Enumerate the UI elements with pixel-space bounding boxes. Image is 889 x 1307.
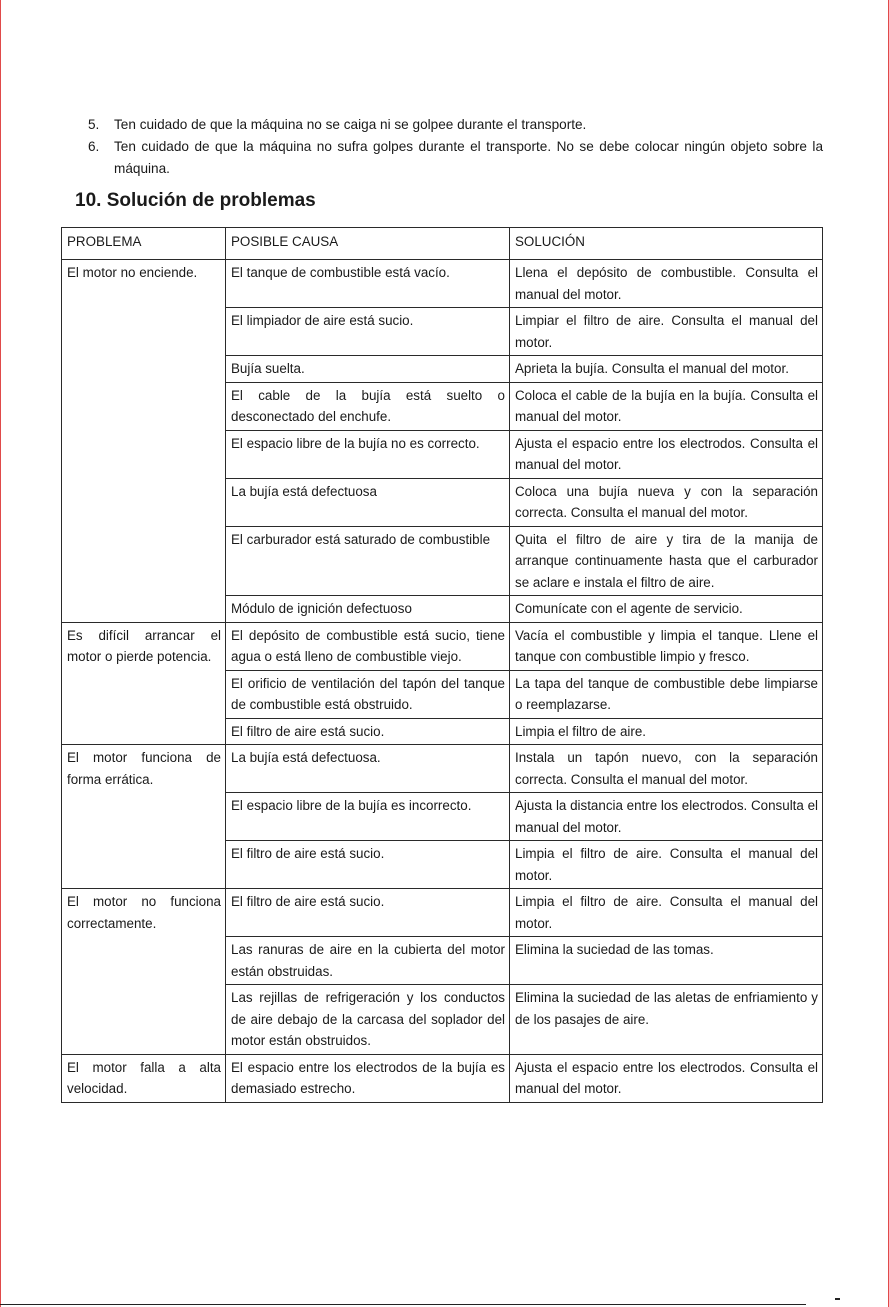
problem-cell: El motor falla a alta velocidad. [62,1054,226,1102]
header-cause: POSIBLE CAUSA [226,228,510,260]
table-row [62,889,823,937]
footer-mark [835,1298,840,1300]
cause-cell: Las ranuras de aire en la cubierta del motor están obstruidas. [226,937,510,985]
solution-cell: Llena el depósito de combustible. Consulta el manual del motor. [510,260,823,308]
problem-cell: El motor no enciende. [62,260,226,623]
header-problem: PROBLEMA [62,228,226,260]
cause-cell: El depósito de combustible está sucio, tiene agua o está lleno de combustible viejo. [226,622,510,670]
cause-cell: El cable de la bujía está suelto o desconectado del enchufe. [226,382,510,430]
table-header-row [62,228,823,260]
cause-cell: El filtro de aire está sucio. [226,889,510,937]
problem-cell: El motor no funciona correctamente. [62,889,226,1055]
solution-cell: Coloca una bujía nueva y con la separación correcta. Consulta el manual del motor. [510,478,823,526]
cause-cell: El espacio libre de la bujía no es correcto. [226,430,510,478]
solution-cell: Limpia el filtro de aire. Consulta el manual del motor. [510,889,823,937]
cause-cell: El espacio entre los electrodos de la bujía es demasiado estrecho. [226,1054,510,1102]
solution-cell: La tapa del tanque de combustible debe limpiarse o reemplazarse. [510,670,823,718]
note-text: Ten cuidado de que la máquina no se caiga ni se golpee durante el transporte. [114,117,587,132]
solution-cell: Comunícate con el agente de servicio. [510,596,823,623]
solution-cell: Limpia el filtro de aire. Consulta el manual del motor. [510,841,823,889]
table-row [62,1054,823,1102]
section-heading: 10. Solución de problemas [75,190,316,211]
note-number: 6. [88,139,100,154]
cause-cell: El filtro de aire está sucio. [226,718,510,745]
table-row [62,260,823,308]
problem-cell: El motor funciona de forma errática. [62,745,226,889]
solution-cell: Elimina la suciedad de las aletas de enfriamiento y de los pasajes de aire. [510,985,823,1055]
table-row [62,622,823,670]
solution-cell: Ajusta el espacio entre los electrodos. Consulta el manual del motor. [510,1054,823,1102]
solution-cell: Aprieta la bujía. Consulta el manual del motor. [510,356,823,383]
cause-cell: El filtro de aire está sucio. [226,841,510,889]
cause-cell: La bujía está defectuosa. [226,745,510,793]
cause-cell: Bujía suelta. [226,356,510,383]
cause-cell: El orificio de ventilación del tapón del tanque de combustible está obstruido. [226,670,510,718]
note-number: 5. [88,117,100,132]
solution-cell: Limpiar el filtro de aire. Consulta el manual del motor. [510,308,823,356]
solution-cell: Limpia el filtro de aire. [510,718,823,745]
solution-cell: Instala un tapón nuevo, con la separación correcta. Consulta el manual del motor. [510,745,823,793]
cause-cell: Módulo de ignición defectuoso [226,596,510,623]
troubleshooting-table [61,227,823,1103]
transport-notes-list [88,114,823,180]
cause-cell: El espacio libre de la bujía es incorrecto. [226,793,510,841]
solution-cell: Vacía el combustible y limpia el tanque. Llene el tanque con combustible limpio y fresco. [510,622,823,670]
cause-cell: El limpiador de aire está sucio. [226,308,510,356]
cause-cell: La bujía está defectuosa [226,478,510,526]
note-item [88,136,823,180]
solution-cell: Ajusta la distancia entre los electrodos. Consulta el manual del motor. [510,793,823,841]
note-item [88,114,823,136]
header-solution: SOLUCIÓN [510,228,823,260]
solution-cell: Elimina la suciedad de las tomas. [510,937,823,985]
page-edge-left [0,0,1,1307]
note-text: Ten cuidado de que la máquina no sufra golpes durante el transporte. No se debe colocar ningún objeto sobre la máquina. [114,139,823,176]
solution-cell: Quita el filtro de aire y tira de la manija de arranque continuamente hasta que el carburador se aclare e instala el filtro de aire. [510,526,823,596]
cause-cell: Las rejillas de refrigeración y los conductos de aire debajo de la carcasa del soplador del motor están obstruidos. [226,985,510,1055]
problem-cell: Es difícil arrancar el motor o pierde potencia. [62,622,226,745]
table-row [62,745,823,793]
cause-cell: El carburador está saturado de combustible [226,526,510,596]
footer-rule [0,1304,806,1305]
solution-cell: Ajusta el espacio entre los electrodos. Consulta el manual del motor. [510,430,823,478]
solution-cell: Coloca el cable de la bujía en la bujía. Consulta el manual del motor. [510,382,823,430]
cause-cell: El tanque de combustible está vacío. [226,260,510,308]
